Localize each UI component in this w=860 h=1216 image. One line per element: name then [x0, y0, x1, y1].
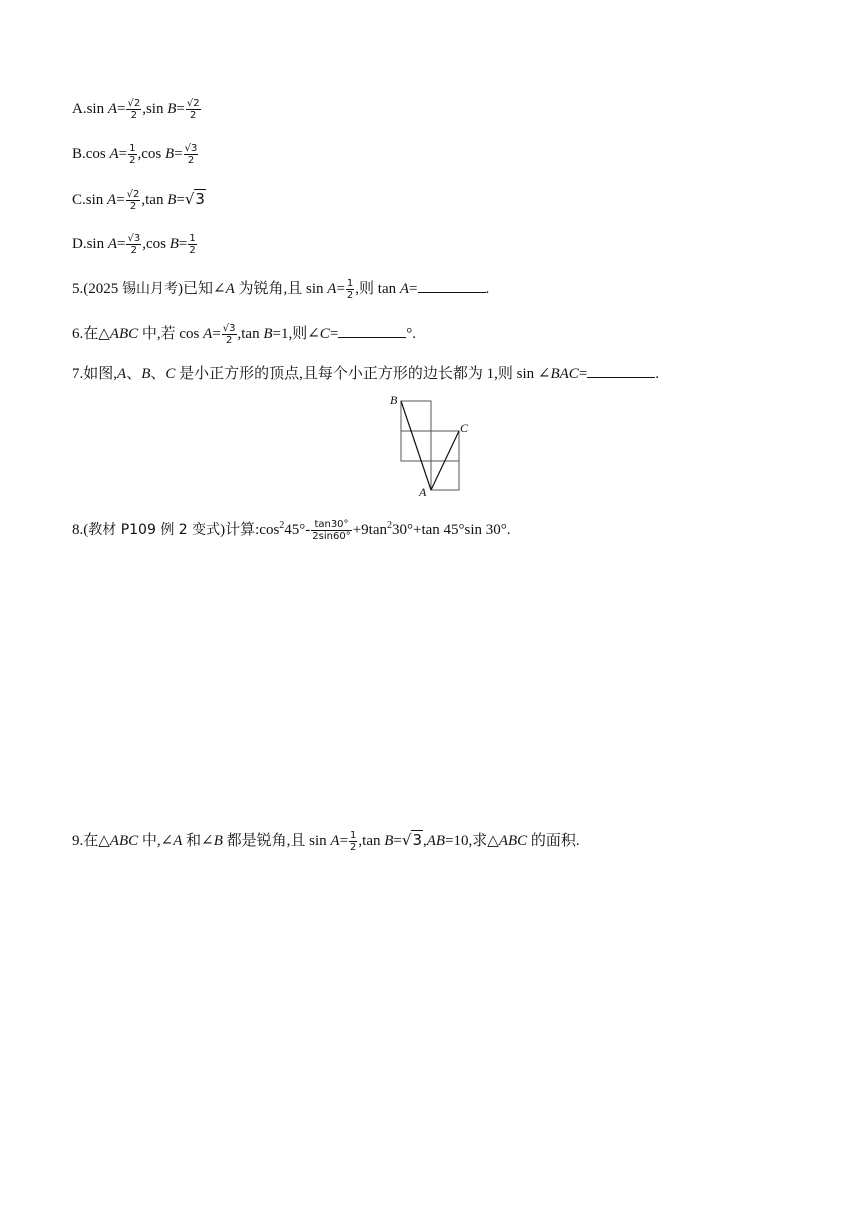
exponent: 2	[387, 520, 393, 531]
var-c: C	[319, 326, 330, 342]
square-root	[185, 189, 206, 208]
q5-text: )已知∠	[178, 281, 226, 297]
answer-blank[interactable]	[338, 323, 406, 338]
radical-sign: √	[184, 190, 195, 208]
q9-prefix: 9.在△	[72, 833, 110, 849]
denominator: 2	[129, 201, 137, 213]
equals: =	[393, 833, 402, 849]
denominator: 2	[129, 155, 136, 167]
q8-source: 教材 P109 例 2 变式	[88, 522, 221, 538]
q9-text: 的面积.	[527, 833, 580, 849]
var-a: A	[107, 101, 118, 117]
var-b: B	[141, 366, 151, 382]
q9-text: ,tan	[358, 833, 385, 849]
denominator: 2	[189, 245, 196, 257]
q7-text: 是小正方形的顶点,且每个小正方形的边长都为 1,则 sin ∠	[175, 366, 551, 382]
triangle-abc	[401, 401, 459, 490]
var-a: A	[399, 281, 410, 297]
q6-text: 中,若 cos	[138, 326, 204, 342]
option-b-mid: ,cos	[137, 146, 166, 162]
var-b: B	[167, 192, 177, 208]
question-9	[72, 829, 580, 853]
equals: =	[117, 236, 126, 252]
triangle-name: ABC	[109, 326, 139, 342]
numerator: 1	[129, 143, 136, 155]
label-c: C	[460, 421, 469, 435]
equals: =	[178, 236, 188, 252]
equals: =	[176, 101, 185, 117]
q9-text: =10,求△	[445, 833, 499, 849]
q8-text: )计算:cos	[220, 522, 280, 538]
exponent: 2	[279, 520, 285, 531]
q5-source: 锡山月考	[122, 281, 178, 297]
triangle-name: ABC	[109, 833, 139, 849]
fraction	[126, 189, 141, 212]
label-a: A	[419, 485, 427, 499]
var-a: A	[107, 192, 117, 208]
fraction	[188, 233, 196, 256]
numerator: √3	[127, 233, 141, 245]
fraction	[349, 830, 357, 853]
equals: =	[174, 146, 183, 162]
denominator: 2	[350, 842, 357, 854]
numerator: √2	[186, 98, 200, 110]
q8-prefix: 8.(	[72, 522, 89, 538]
fraction	[126, 233, 141, 256]
var-a: A	[173, 833, 183, 849]
equals: =	[116, 192, 125, 208]
equals: =	[329, 326, 339, 342]
fraction	[184, 143, 199, 166]
denominator: 2	[346, 290, 354, 302]
question-8	[72, 515, 511, 542]
var-b: B	[213, 833, 223, 849]
label-b: B	[390, 393, 398, 407]
var-b: B	[263, 326, 273, 342]
denominator: 2	[225, 335, 233, 347]
question-5	[72, 278, 489, 301]
grid-square	[431, 431, 459, 461]
fraction	[126, 98, 141, 121]
q5-text: ,则 tan	[355, 281, 400, 297]
equals: =	[409, 281, 418, 297]
option-a-mid: ,sin	[142, 101, 168, 117]
equals: =	[176, 192, 185, 208]
q8-text: +9tan	[352, 522, 388, 538]
radicand: 3	[195, 190, 205, 208]
denominator: 2	[130, 110, 138, 122]
radical-sign: √	[401, 831, 412, 849]
question-6	[72, 323, 416, 346]
fraction	[186, 98, 201, 121]
var-b: B	[384, 833, 394, 849]
equals: =	[339, 833, 349, 849]
q5-prefix: 5.(2025	[72, 281, 122, 297]
var-a: A	[327, 281, 337, 297]
option-c	[72, 188, 206, 212]
equals: =	[212, 326, 221, 342]
degree-period: °.	[406, 326, 417, 342]
answer-blank[interactable]	[418, 278, 486, 293]
equals: =	[118, 146, 128, 162]
q6-prefix: 6.在△	[72, 326, 110, 342]
numerator: √3	[222, 323, 236, 335]
denominator: 2	[130, 245, 138, 257]
var-a: A	[225, 281, 235, 297]
option-d-mid: ,cos	[142, 236, 170, 252]
radicand: 3	[412, 831, 422, 849]
q6-text: ,tan	[237, 326, 264, 342]
var-a: A	[330, 833, 340, 849]
numerator: 1	[346, 278, 354, 290]
option-d	[72, 233, 198, 256]
triangle-name: ABC	[498, 833, 528, 849]
angle-name: BAC	[550, 366, 579, 382]
question-7	[72, 363, 659, 385]
numerator: tan30°	[311, 519, 351, 531]
option-b	[72, 143, 199, 166]
var-a: A	[109, 146, 119, 162]
square-grid	[401, 401, 459, 490]
q8-text: 45°-	[284, 522, 311, 538]
numerator: √3	[184, 143, 198, 155]
option-a	[72, 98, 202, 121]
q9-text: 中,∠	[138, 833, 174, 849]
var-a: A	[203, 326, 213, 342]
q6-text: =1,则∠	[272, 326, 320, 342]
fraction	[311, 519, 351, 542]
square-root	[402, 830, 423, 849]
separator: 、	[150, 366, 166, 382]
numerator: √2	[126, 189, 140, 201]
var-a: A	[117, 366, 127, 382]
answer-blank[interactable]	[587, 363, 655, 378]
var-b: B	[165, 146, 175, 162]
var-c: C	[165, 366, 176, 382]
fraction	[128, 143, 136, 166]
q5-text: 为锐角,且 sin	[234, 281, 328, 297]
option-c-mid: ,tan	[141, 192, 168, 208]
option-b-prefix: B.cos	[72, 146, 110, 162]
period: .	[485, 281, 490, 297]
comma: ,	[423, 833, 427, 849]
denominator: 2	[187, 155, 195, 167]
fraction	[222, 323, 237, 346]
segment-ab	[401, 401, 431, 490]
var-b: B	[167, 101, 177, 117]
option-d-prefix: D.sin	[72, 236, 108, 252]
equals: =	[578, 366, 588, 382]
q9-text: 都是锐角,且 sin	[222, 833, 331, 849]
var-a: A	[107, 236, 118, 252]
q7-prefix: 7.如图,	[72, 366, 118, 382]
segment-name: AB	[426, 833, 446, 849]
separator: 、	[126, 366, 142, 382]
numerator: 1	[189, 233, 196, 245]
equals: =	[117, 101, 126, 117]
q8-text: 30°+tan 45°sin 30°.	[392, 522, 511, 538]
option-c-prefix: C.sin	[72, 192, 108, 208]
period: .	[655, 366, 660, 382]
grid-square	[431, 461, 459, 490]
option-a-prefix: A.sin	[72, 101, 108, 117]
grid-figure	[385, 390, 485, 500]
var-b: B	[169, 236, 179, 252]
numerator: √2	[127, 98, 141, 110]
equals: =	[336, 281, 345, 297]
fraction	[346, 278, 354, 301]
denominator: 2sin60°	[312, 531, 351, 543]
denominator: 2	[190, 110, 197, 122]
q9-text: 和∠	[182, 833, 214, 849]
numerator: 1	[350, 830, 357, 842]
